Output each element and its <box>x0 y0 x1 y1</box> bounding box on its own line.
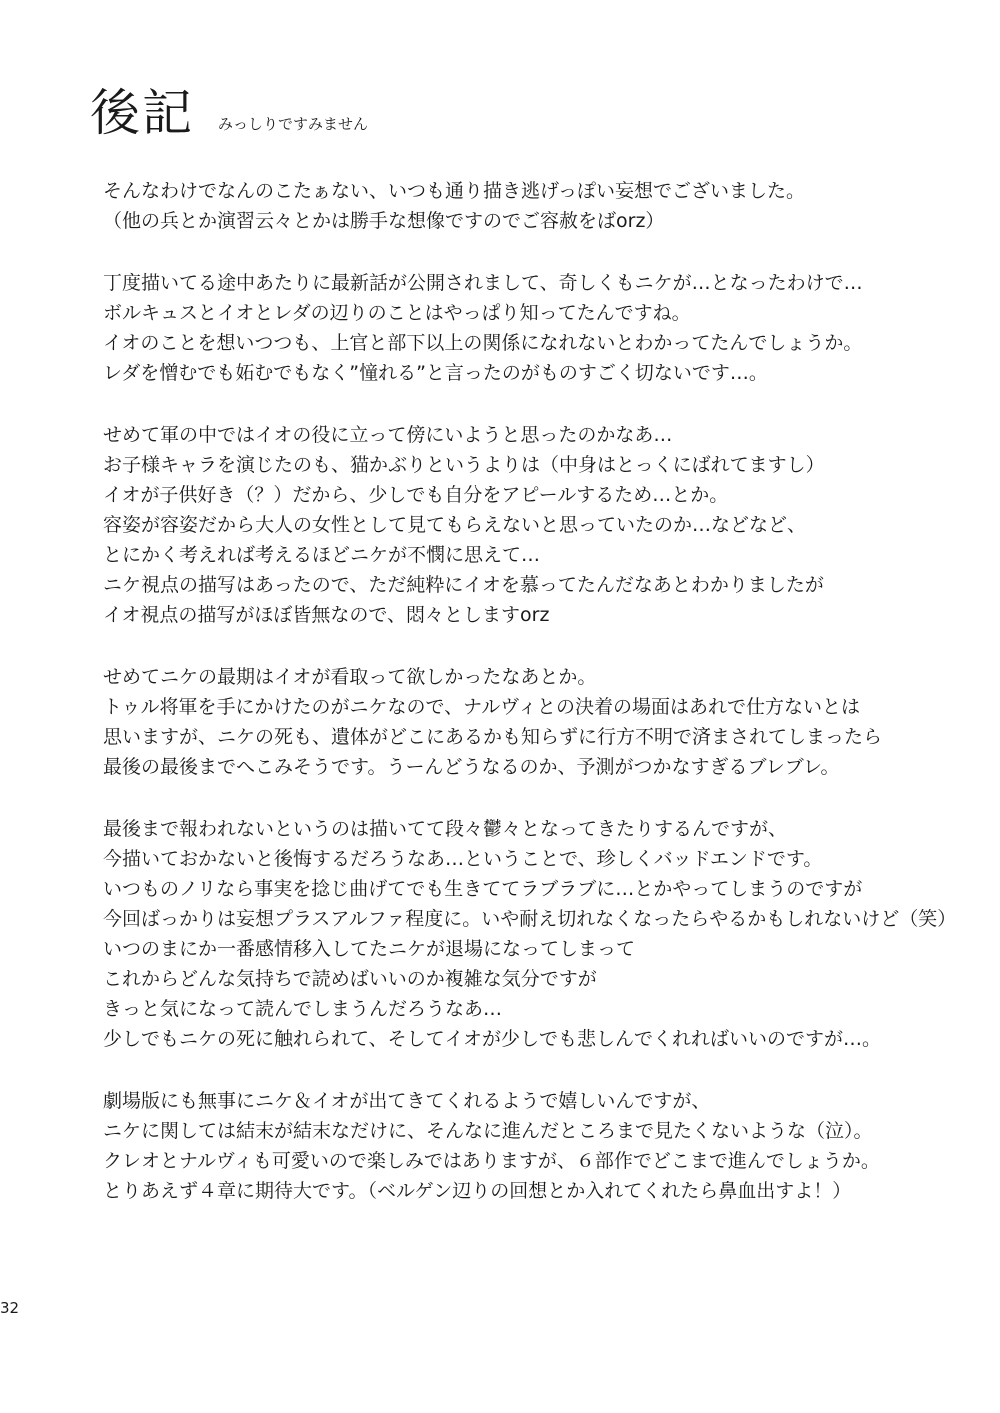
page-title: 後記 <box>90 84 194 142</box>
text-line: ニケ視点の描写はあったので、ただ純粋にイオを慕ってたんだなあとわかりましたが <box>103 574 824 596</box>
paragraph <box>103 420 963 630</box>
text-line: これからどんな気持ちで読めばいいのか複雑な気分ですが <box>103 968 597 990</box>
text-line: ニケに関しては結末が結末なだけに、そんなに進んだところまで見たくないような（泣）。 <box>103 1120 873 1142</box>
text-line: 最後まで報われないというのは描いてて段々鬱々となってきたりするんですが、 <box>103 818 788 840</box>
text-line: 今描いておかないと後悔するだろうなあ…ということで、珍しくバッドエンドです。 <box>103 848 823 870</box>
text-line: （他の兵とか演習云々とかは勝手な想像ですのでご容赦をばorz） <box>103 210 665 232</box>
text-line: せめて軍の中ではイオの役に立って傍にいようと思ったのかなあ… <box>103 424 673 446</box>
text-line: イオ視点の描写がほぼ皆無なので、悶々としますorz <box>103 604 550 626</box>
text-line: 今回ばっかりは妄想プラスアルファ程度に。いや耐え切れなくなったらやるかもしれないけど（笑） <box>103 908 957 930</box>
text-line: せめてニケの最期はイオが看取って欲しかったなあとか。 <box>103 666 597 688</box>
afterword-heading <box>90 84 369 142</box>
text-line: ボルキュスとイオとレダの辺りのことはやっぱり知ってたんですね。 <box>103 302 691 324</box>
paragraph <box>103 176 963 236</box>
text-line: そんなわけでなんのこたぁない、いつも通り描き逃げっぽい妄想でございました。 <box>103 180 806 202</box>
text-line: いつのまにか一番感情移入してたニケが退場になってしまって <box>103 938 636 960</box>
text-line: とにかく考えれば考えるほどニケが不憫に思えて… <box>103 544 541 566</box>
text-line: 劇場版にも無事にニケ＆イオが出てきてくれるようで嬉しいんですが、 <box>103 1090 711 1112</box>
page-subtitle: みっしりですみません <box>218 115 369 133</box>
page-number: 32 <box>0 1299 20 1317</box>
text-line: クレオとナルヴィも可愛いので楽しみではありますが、６部作でどこまで進んでしょうか。 <box>103 1150 880 1172</box>
text-line: 少しでもニケの死に触れられて、そしてイオが少しでも悲しんでくれればいいのですが…。 <box>103 1028 882 1050</box>
paragraph <box>103 268 963 388</box>
paragraph <box>103 662 963 782</box>
text-line: お子様キャラを演じたのも、猫かぶりというよりは（中身はとっくにばれてますし） <box>103 454 825 476</box>
text-line: トゥル将軍を手にかけたのがニケなので、ナルヴィとの決着の場面はあれで仕方ないとは <box>103 696 861 718</box>
text-line: いつものノリなら事実を捻じ曲げてでも生きててラブラブに…とかやってしまうのですが <box>103 878 863 900</box>
text-line: 思いますが、ニケの死も、遺体がどこにあるかも知らずに行方不明で済まされてしまったら <box>103 726 883 748</box>
text-line: レダを憎むでも妬むでもなく”憧れる”と言ったのがものすごく切ないです…。 <box>103 362 768 384</box>
paragraph <box>103 814 963 1054</box>
text-line: イオが子供好き（？）だから、少しでも自分をアピールするため…とか。 <box>103 484 729 506</box>
afterword-body <box>103 176 963 1238</box>
text-line: 容姿が容姿だから大人の女性として見てもらえないと思っていたのか…などなど、 <box>103 514 807 536</box>
paragraph <box>103 1086 963 1206</box>
text-line: 丁度描いてる途中あたりに最新話が公開されまして、奇しくもニケが…となったわけで… <box>103 272 863 294</box>
text-line: とりあえず４章に期待大です。（ベルゲン辺りの回想とか入れてくれたら鼻血出すよ！） <box>103 1180 852 1202</box>
text-line: きっと気になって読んでしまうんだろうなあ… <box>103 998 503 1020</box>
text-line: 最後の最後までへこみそうです。うーんどうなるのか、予測がつかなすぎるブレブレ。 <box>103 756 840 778</box>
text-line: イオのことを想いつつも、上官と部下以上の関係になれないとわかってたんでしょうか。 <box>103 332 863 354</box>
